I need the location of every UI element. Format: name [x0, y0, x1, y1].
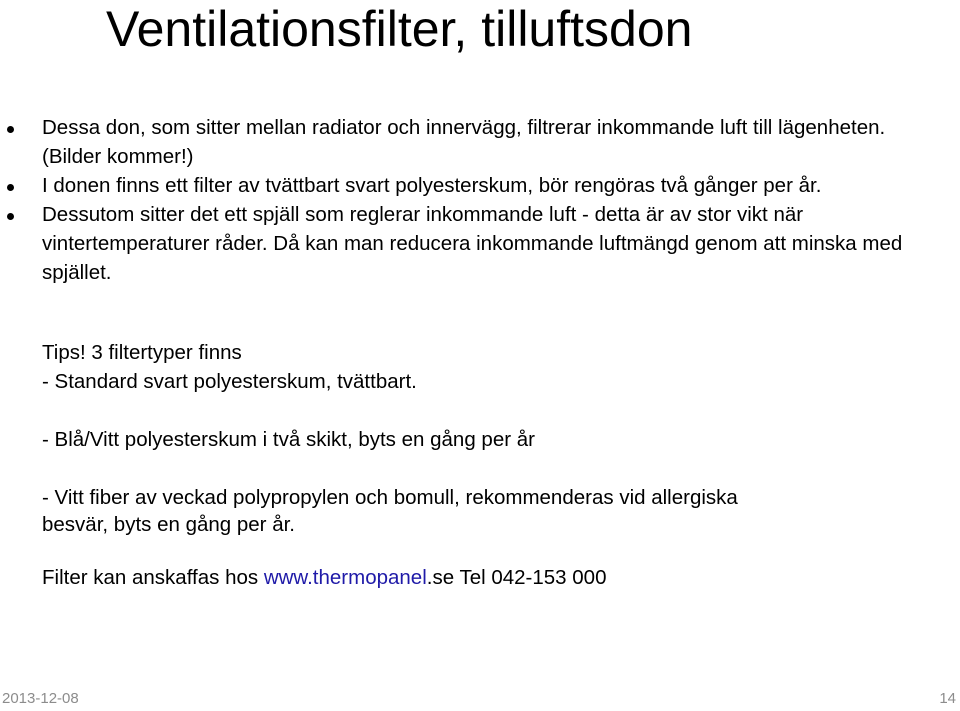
contact-suffix: .se Tel 042-153 000 — [426, 566, 607, 589]
bullet-dot-icon — [7, 184, 14, 191]
contact-link[interactable]: www.thermopanel — [263, 566, 427, 589]
footer-date: 2013-12-08 — [2, 690, 79, 707]
tips-heading: Tips! 3 filtertyper finns — [42, 341, 242, 364]
bullet-text: Dessa don, som sitter mellan radiator och innervägg, filtrerar inkommande luft till lägenheten. (Bilder kommer!) — [42, 116, 886, 168]
contact-prefix: Filter kan anskaffas hos — [42, 566, 264, 589]
slide-title: Ventilationsfilter, tilluftsdon — [106, 1, 693, 57]
bullet-dot-icon — [7, 126, 14, 133]
tips-item-standard: - Standard svart polyesterskum, tvättbart. — [42, 370, 417, 393]
bullet-item — [0, 171, 960, 200]
bullet-list — [0, 113, 960, 287]
bullet-dot-icon — [7, 213, 14, 220]
tips-item-blue-white: - Blå/Vitt polyesterskum i två skikt, byts en gång per år — [42, 428, 535, 451]
tips-item-white-fiber: - Vitt fiber av veckad polypropylen och bomull, rekommenderas vid allergiska — [42, 486, 738, 509]
contact-line — [42, 563, 942, 592]
tips-item-white-fiber-cont: besvär, byts en gång per år. — [42, 513, 295, 536]
bullet-item — [0, 113, 960, 171]
bullet-item — [0, 200, 960, 287]
bullet-text: Dessutom sitter det ett spjäll som reglerar inkommande luft - detta är av stor vikt när vintertemperaturer råder. Då kan man reducera inkommande luftmängd genom att minska med spjället. — [42, 203, 903, 284]
page-number: 14 — [939, 690, 956, 707]
bullet-text: I donen finns ett filter av tvättbart svart polyesterskum, bör rengöras två gånger per år. — [42, 174, 822, 197]
